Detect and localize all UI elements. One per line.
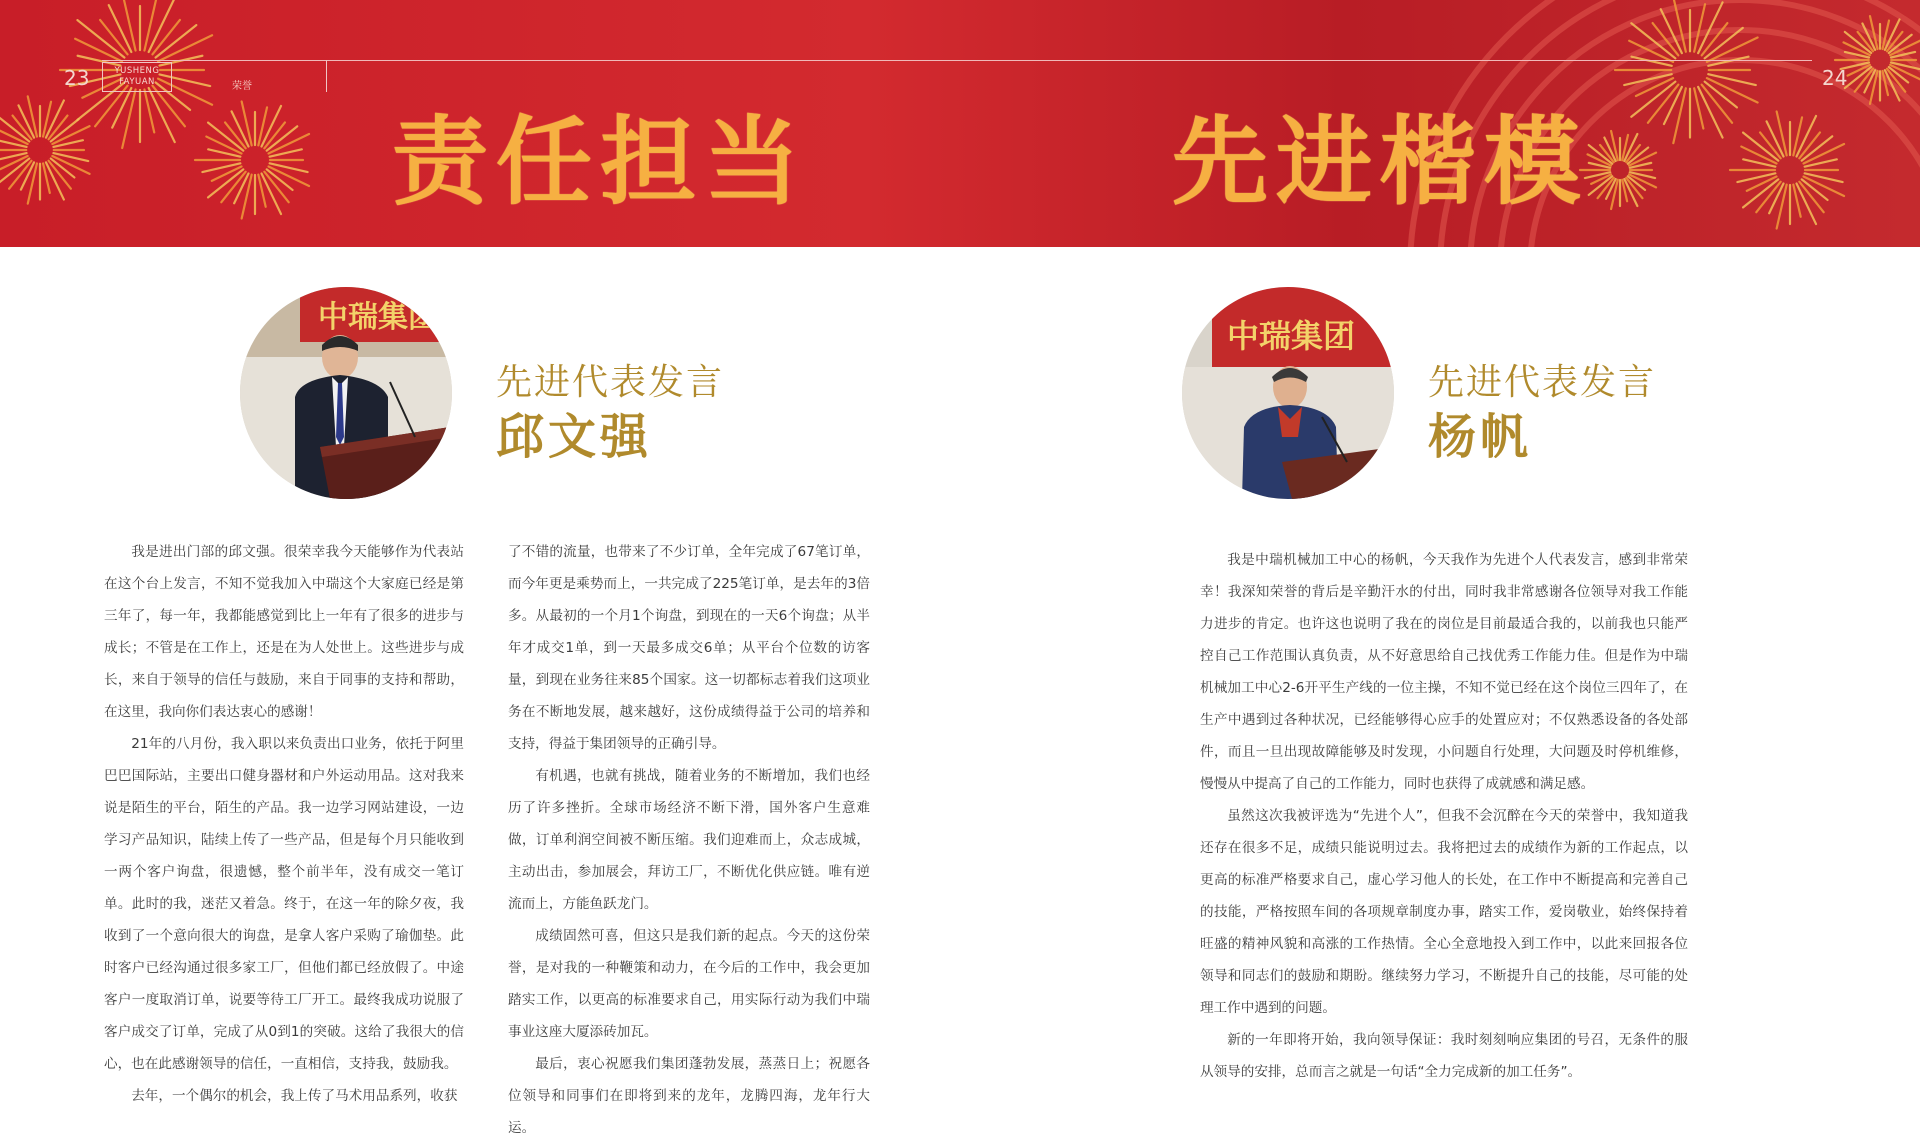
title-left: 责任担当 — [392, 106, 808, 218]
article-column-1 — [104, 536, 464, 1112]
svg-text:中瑞集团: 中瑞集团 — [318, 300, 438, 335]
title-right: 先进楷模 — [1172, 106, 1588, 218]
paragraph: 我是中瑞机械加工中心的杨帆，今天我作为先进个人代表发言，感到非常荣幸！我深知荣誉的背后是辛勤汗水的付出，同时我非常感谢各位领导对我工作能力进步的肯定。也许这也说明了我在的岗位是目前最适合我的，以前我也只能严控自己工作范围认真负责，从不好意思给自己找优秀工作能力佳。但是作为中瑞机械加工中心2-6开平生产线的一位主操，不知不觉已经在这个岗位三四年了，在生产中遇到过各种状况，已经能够得心应手的处置应对；不仅熟悉设备的各处部件，而且一旦出现故障能够及时发现，小问题自行处理，大问题及时停机维修，慢慢从中提高了自己的工作能力，同时也获得了成就感和满足感。 — [1200, 552, 1688, 792]
article-column-2 — [508, 536, 870, 1144]
paragraph: 有机遇，也就有挑战，随着业务的不断增加，我们也经历了许多挫折。全球市场经济不断下滑，国外客户生意难做，订单利润空间被不断压缩。我们迎难而上，众志成城，主动出击，参加展会，拜访工厂，不断优化供应链。唯有逆流而上，方能鱼跃龙门。 — [508, 768, 870, 912]
firework-ray — [1777, 185, 1787, 229]
firework-ray — [1870, 71, 1878, 104]
firework-ray — [28, 96, 37, 136]
firework-ray — [122, 0, 135, 51]
page-number-right: 24 — [1822, 66, 1848, 90]
firework-ray — [28, 163, 37, 203]
firework-bursts — [0, 0, 1920, 247]
paragraph: 成绩固然可喜，但这只是我们新的起点。今天的这份荣誉，是对我的一种鞭策和动力，在今后的工作中，我会更加踏实工作，以更高的标准要求自己，用实际行动为我们中瑞事业这座大厦添砖加瓦。 — [508, 928, 870, 1040]
speaker-photo — [240, 287, 452, 499]
firework-ray — [1777, 112, 1787, 156]
paragraph: 我是进出门部的邱文强。很荣幸我今天能够作为代表站在这个台上发言，不知不觉我加入中瑞这个大家庭已经是第三年了，每一年，我都能感觉到比上一年有了很多的进步与成长；不管是在工作上，还是在为人处世上。这些进步与成长，来自于领导的信任与鼓励，来自于同事的支持和帮助，在这里，我向你们表达衷心的感谢！ — [104, 544, 464, 720]
paragraph: 去年，一个偶尔的机会，我上传了马术用品系列，收获 — [131, 1088, 458, 1104]
speaker-photo — [1182, 287, 1394, 499]
section-label: 荣誉 — [232, 81, 252, 92]
speaker-name: 邱文强 — [496, 409, 653, 465]
header-banner — [0, 0, 1920, 247]
firework-ray — [242, 102, 252, 146]
speaker-subtitle: 先进代表发言 — [1428, 362, 1657, 403]
magazine-logo: YUSHENG FAYUAN — [102, 62, 172, 92]
paragraph: 新的一年即将开始，我向领导保证：我时刻刻响应集团的号召，无条件的服从领导的安排，总而言之就是一句话“全力完成新的加工任务”。 — [1200, 1032, 1688, 1080]
paragraph: 了不错的流量，也带来了不少订单，全年完成了67笔订单，而今年更是乘势而上，一共完成了225笔订单，是去年的3倍多。从最初的一个月1个询盘，到现在的一天6个询盘；从半年才成交1单，到一天最多成交6单；从平台个位数的访客量，到现在业务往来85个国家。这一切都标志着我们这项业务在不断地发展，越来越好，这份成绩得益于公司的培养和支持，得益于集团领导的正确引导。 — [508, 544, 870, 752]
speaker-name: 杨帆 — [1428, 409, 1533, 465]
paragraph: 最后，衷心祝愿我们集团蓬勃发展，蒸蒸日上；祝愿各位领导和同事们在即将到来的龙年，龙腾四海，龙年行大运。 — [508, 1056, 870, 1136]
speaker-subtitle: 先进代表发言 — [496, 362, 725, 403]
firework-ray — [122, 89, 135, 147]
page-number-left: 23 — [64, 66, 90, 90]
paragraph: 虽然这次我被评选为“先进个人”，但我不会沉醉在今天的荣誉中，我知道我还存在很多不足，成绩只能说明过去。我将把过去的成绩作为新的工作起点，以更高的标准严格要求自己，虚心学习他人的长处，在工作中不断提高和完善自己的技能，严格按照车间的各项规章制度办事，踏实工作，爱岗敬业，始终保持着旺盛的精神风貌和高涨的工作热情。全心全意地投入到工作中，以此来回报各位领导和同志们的鼓励和期盼。继续努力学习，不断提升自己的技能，尽可能的处理工作中遇到的问题。 — [1200, 808, 1688, 1016]
paragraph: 21年的八月份，我入职以来负责出口业务，依托于阿里巴巴国际站，主要出口健身器材和户外运动用品。这对我来说是陌生的平台，陌生的产品。我一边学习网站建设，一边学习产品知识，陆续上传了一些产品，但是每个月只能收到一两个客户询盘，很遗憾，整个前半年，没有成交一笔订单。此时的我，迷茫又着急。终于，在这一年的除夕夜，我收到了一个意向很大的询盘，是拿人客户采购了瑜伽垫。此时客户已经沟通过很多家工厂，但他们都已经放假了。中途客户一度取消订单，说要等待工厂开工。最终我成功说服了客户成交了订单，完成了从0到1的突破。这给了我很大的信心，也在此感谢领导的信任，一直相信，支持我，鼓励我。 — [104, 736, 464, 1072]
firework-ray — [1673, 0, 1686, 52]
divider — [326, 60, 327, 92]
firework-ray — [1870, 16, 1878, 49]
article-column-3 — [1200, 544, 1688, 1088]
firework-ray — [144, 0, 156, 51]
firework-ray — [1673, 88, 1686, 143]
firework-ray — [0, 153, 27, 161]
svg-text:中瑞集团: 中瑞集团 — [1227, 317, 1356, 355]
header-rule — [102, 60, 1812, 61]
firework-ray — [242, 175, 252, 219]
